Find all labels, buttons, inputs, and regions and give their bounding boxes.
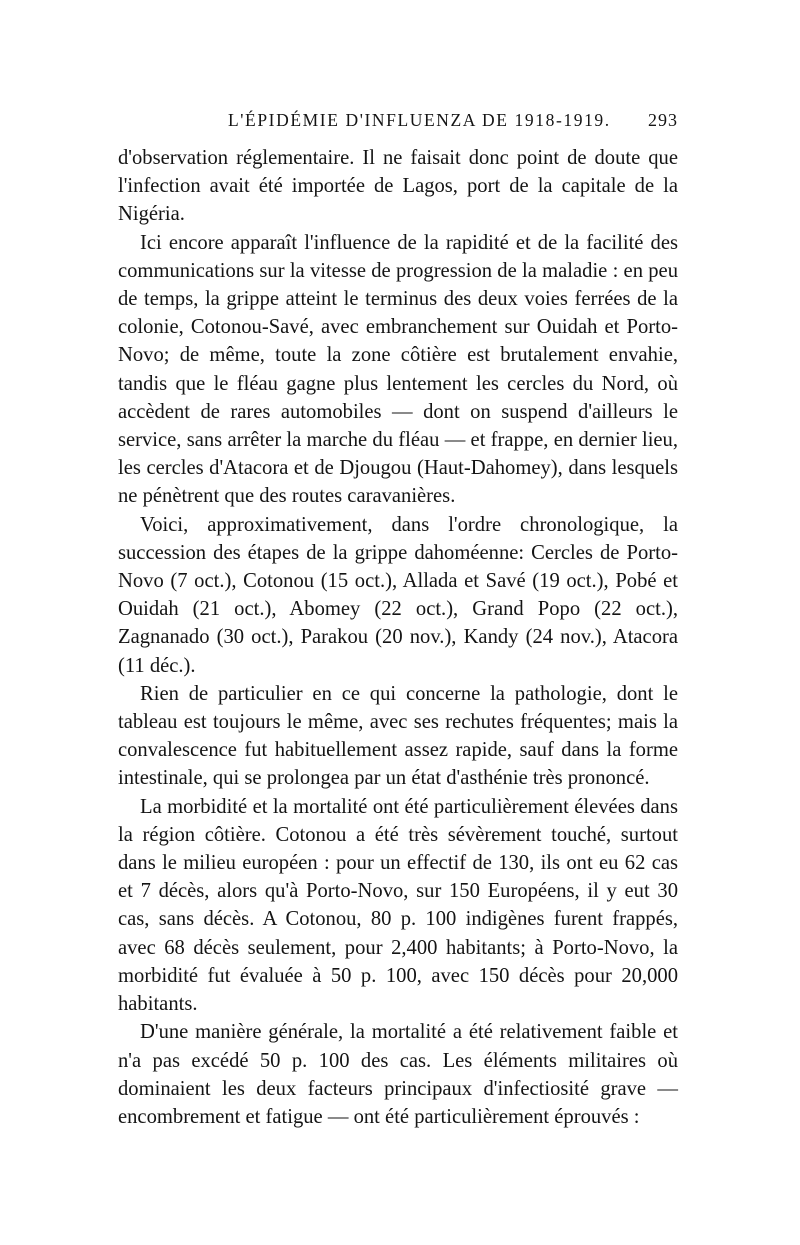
body-text [118,144,678,1131]
running-title: L'ÉPIDÉMIE D'INFLUENZA DE 1918-1919. [228,110,611,130]
paragraph-chronology: Voici, approximativement, dans l'ordre chronologique, la succession des étapes de la grippe dahoméenne: Cercles de Porto-Novo (7 oct.), Cotonou (15 oct.), Allada et Savé (19 oct.), Pobé et Ouidah (21 oct.), Abomey (22 oct.), Grand Popo (22 oct.), Zagnanado (30 oct.), Parakou (20 nov.), Kandy (24 nov.), Atacora (11 déc.). [118,513,678,677]
running-head [118,110,678,144]
paragraph-morbidity: La morbidité et la mortalité ont été particulièrement élevées dans la région côtière. Cotonou a été très sévèrement touché, surtout dans le milieu européen : pour un effectif de 130, ils ont eu 62 cas et 7 décès, alors qu'à Porto-Novo, sur 150 Européens, il y eut 30 cas, sans décès. A Cotonou, 80 p. 100 indigènes furent frappés, avec 68 décès seulement, pour 2,400 habitants; à Porto-Novo, la morbidité fut évaluée à 50 p. 100, avec 150 décès pour 20,000 habitants. [118,795,678,1016]
paragraph-observation: d'observation réglementaire. Il ne faisait donc point de doute que l'infection avait été importée de Lagos, port de la capitale de la Nigéria. [118,147,678,226]
book-page [118,110,678,1131]
paragraph-communications: Ici encore apparaît l'influence de la rapidité et de la facilité des communications sur la vitesse de progression de la maladie : en peu de temps, la grippe atteint le terminus des deux voies ferrées de la colonie, Cotonou-Savé, avec embranchement sur Ouidah et Porto-Novo; de même, toute la zone côtière est brutalement envahie, tandis que le fléau gagne plus lentement les cercles du Nord, où accèdent de rares automobiles — dont on suspend d'ailleurs le service, sans arrêter la marche du fléau — et frappe, en dernier lieu, les cercles d'Atacora et de Djougou (Haut-Dahomey), dans lesquels ne pénètrent que des routes caravanières. [118,231,678,508]
page-number: 293 [648,110,678,130]
paragraph-pathology: Rien de particulier en ce qui concerne la pathologie, dont le tableau est toujours le même, avec ses rechutes fréquentes; mais la convalescence fut habituellement assez rapide, sauf dans la forme intestinale, qui se prolongea par un état d'asthénie très prononcé. [118,682,678,790]
paragraph-mortality: D'une manière générale, la mortalité a été relativement faible et n'a pas excédé 50 p. 100 des cas. Les éléments militaires où dominaient les deux facteurs principaux d'infectiosité grave — encombrement et fatigue — ont été particulièrement éprouvés : [118,1021,678,1128]
